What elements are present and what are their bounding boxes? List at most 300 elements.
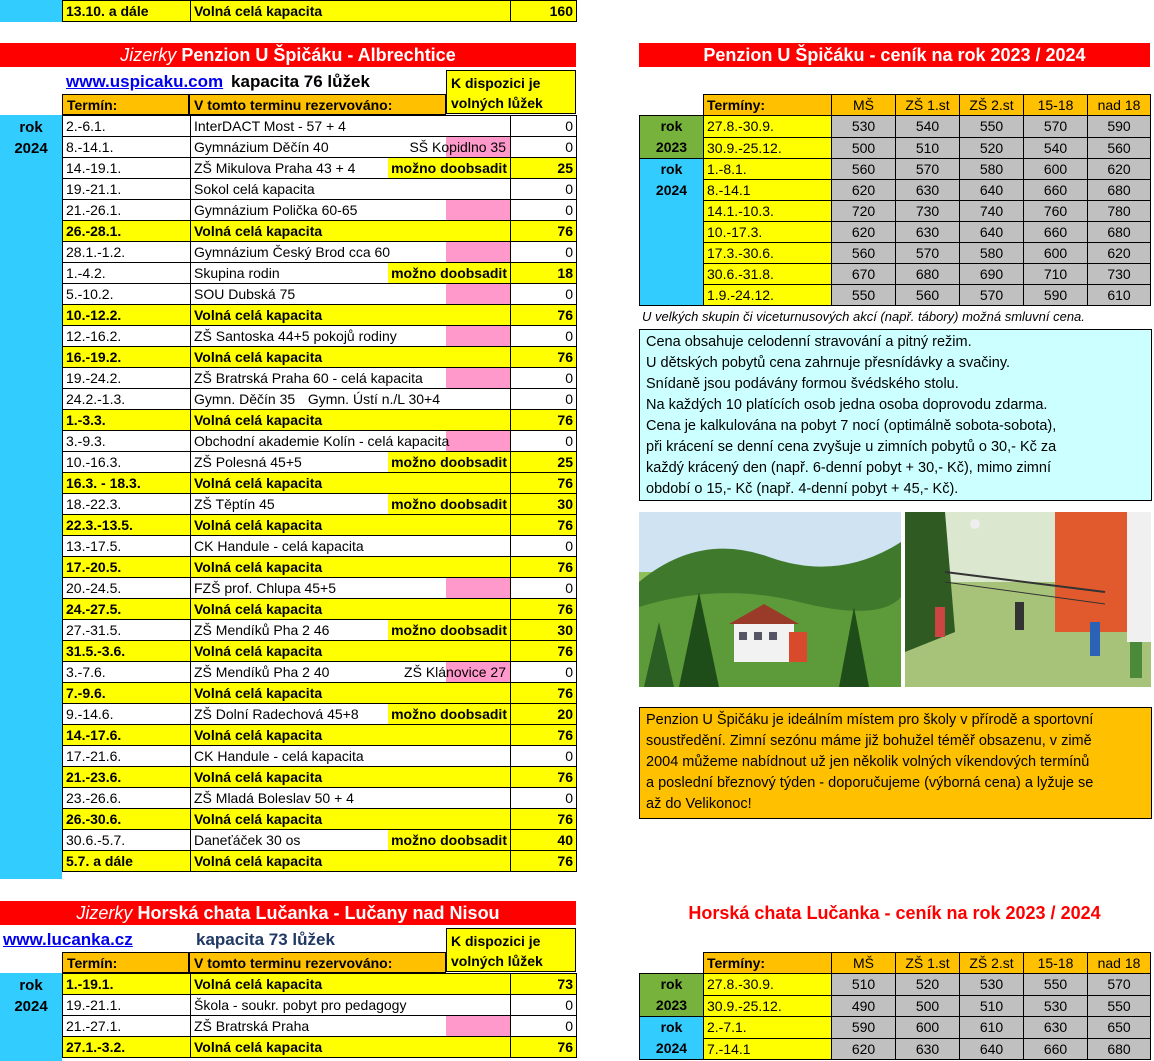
price-value: 760 [1024,201,1088,222]
booking-text [191,431,511,452]
booking-value: 25 [511,158,577,179]
info-line: U dětských pobytů cena zahrnuje přesnídávky a svačiny. [646,355,1011,371]
booking-value: 0 [511,389,577,410]
pension1-col-term: Termín: [62,94,189,115]
info-line: Penzion U Špičáku je ideálním místem pro školy v přírodě a sportovní [646,712,1094,728]
table-row [63,704,577,725]
pension2-region: Jizerky [76,903,133,923]
booking-value: 0 [511,368,577,389]
table-row [63,389,577,410]
booking-value: 76 [511,557,577,578]
booking-value: 76 [511,725,577,746]
table-row [63,662,577,683]
booking-tag: možno doobsadit [388,830,510,850]
price-header-blank [640,95,704,116]
table-row [63,452,577,473]
info-line: 2004 můžeme nabídnout už jen několik volných víkendových termínů [646,754,1090,770]
price-value: 590 [1024,285,1088,306]
price1-note: U velkých skupin či viceturnusových akcí (např. tábory) možná smluvní cena. [642,309,1085,324]
booking-text-label: Sokol celá kapacita [194,181,315,197]
table-row [63,284,577,305]
price-header-cell: 15-18 [1024,95,1088,116]
booking-value: 18 [511,263,577,284]
price2-table [639,952,1151,1060]
booking-term: 21.-23.6. [63,767,191,788]
price-value: 530 [1024,995,1088,1017]
booking-term: 16.-19.2. [63,347,191,368]
booking-term: 17.-20.5. [63,557,191,578]
booking-text [191,704,511,725]
table-row [63,263,577,284]
booking-text-label: ZŠ Bratrská Praha [194,1018,310,1034]
booking-term: 12.-16.2. [63,326,191,347]
price-value: 600 [1024,243,1088,264]
booking-text-label: Daneťáček 30 os [194,832,301,848]
price-year-label: rok [660,161,683,177]
price-row [640,1017,1151,1039]
price-value: 640 [960,222,1024,243]
price-row [640,974,1151,996]
price-term: 10.-17.3. [704,222,832,243]
booking-term: 14.-19.1. [63,158,191,179]
booking-text-label: Volná celá kapacita [194,685,323,701]
booking-text [191,974,511,995]
booking-term: 26.-30.6. [63,809,191,830]
booking-text-label: Volná celá kapacita [194,601,323,617]
price2-title-bar [639,901,1150,925]
price-year-label: rok [660,118,683,134]
price-value: 630 [896,222,960,243]
price-value: 570 [1088,974,1151,996]
booking-text-label: ZŠ Mladá Boleslav 50 + 4 [194,790,354,806]
table-row [63,137,577,158]
booking-text [191,683,511,704]
booking-text [191,599,511,620]
booking-text [191,158,511,179]
price-year-label: rok [660,976,683,992]
price-value: 680 [896,264,960,285]
booking-text-label: ZŠ Santoska 44+5 pokojů rodiny [194,328,397,344]
booking-text-label: ZŠ Polesná 45+5 [194,454,302,470]
booking-term: 13.-17.5. [63,536,191,557]
info-line: každý krácený den (např. 6-denní pobyt + 30,- Kč), mimo zimní [646,460,1051,476]
booking-text [191,536,511,557]
booking-text-label: FZŠ prof. Chlupa 45+5 [194,580,337,596]
pension1-url-row [66,70,446,94]
booking-text-label: ZŠ Těptín 45 [194,496,275,512]
booking-value: 76 [511,851,577,872]
table-row [63,347,577,368]
booking-term: 8.-14.1. [63,137,191,158]
table-row [63,1037,577,1058]
booking-value: 76 [511,641,577,662]
booking-text [191,662,511,683]
table-row [63,557,577,578]
price-value: 530 [960,974,1024,996]
price-value: 540 [1024,137,1088,159]
pension1-booking-table [62,115,577,872]
booking-text-label: CK Handule - celá kapacita [194,538,364,554]
price-term: 27.8.-30.9. [704,974,832,996]
booking-text [191,1037,511,1058]
top-row-table [62,0,577,22]
booking-term: 19.-21.1. [63,179,191,200]
booking-text-label: Volná celá kapacita [194,727,323,743]
pension2-title-bar [0,901,576,925]
pension2-year-label: rok [19,977,43,994]
booking-text [191,347,511,368]
booking-text-label: Gymnázium Český Brod cca 60 [194,244,391,260]
info-line: při krácení se denní cena zvyšuje u zimních pobytů o 30,- Kč za [646,439,1057,455]
booking-text-label: Volná celá kapacita [194,769,323,785]
booking-value: 30 [511,620,577,641]
top-row-term: 13.10. a dále [63,1,191,22]
pension2-url-link[interactable]: www.lucanka.cz [3,930,133,949]
price-value: 620 [1088,243,1151,264]
table-row [63,158,577,179]
table-row [63,494,577,515]
booking-value: 76 [511,473,577,494]
price-value: 630 [1024,1017,1088,1039]
booking-text [191,578,511,599]
booking-text-label: ZŠ Bratrská Praha 60 - celá kapacita [194,370,423,386]
price-term: 30.9.-25.12. [704,137,832,159]
booking-term: 24.-27.5. [63,599,191,620]
price-header-blank [640,953,704,974]
price-value: 490 [832,995,896,1017]
price-header-cell: MŠ [832,953,896,974]
price-year-cell [640,159,704,306]
price-value: 520 [896,974,960,996]
booking-value: 0 [511,788,577,809]
booking-pink-marker [446,578,510,598]
booking-term: 14.-17.6. [63,725,191,746]
price-value: 550 [960,116,1024,138]
booking-value: 0 [511,242,577,263]
booking-term: 1.-3.3. [63,410,191,431]
price-value: 590 [832,1017,896,1039]
booking-term: 21.-27.1. [63,1016,191,1037]
booking-text [191,725,511,746]
booking-value: 76 [511,305,577,326]
price-header-row [640,95,1151,116]
price-term: 30.9.-25.12. [704,995,832,1017]
booking-text-label: ZŠ Mendíků Pha 2 46 [194,622,330,638]
price-year: 2023 [655,997,688,1013]
booking-text [191,263,511,284]
price-row [640,264,1151,285]
price-header-cell: nad 18 [1088,953,1151,974]
booking-value: 0 [511,116,577,137]
price-header-cell: ZŠ 2.st [960,953,1024,974]
booking-pink-marker [446,200,510,220]
price-value: 710 [1024,264,1088,285]
table-row [63,683,577,704]
booking-value: 0 [511,578,577,599]
price-value: 540 [896,116,960,138]
booking-pink-marker [446,326,510,346]
booking-term: 9.-14.6. [63,704,191,725]
booking-text-label: Volná celá kapacita [194,976,323,992]
price-value: 530 [832,116,896,138]
pension1-year-label: rok [19,119,43,136]
info-line: Cena je kalkulována na pobyt 7 nocí (optimálně sobota-sobota), [646,418,1057,434]
booking-value: 0 [511,536,577,557]
booking-value: 40 [511,830,577,851]
booking-text [191,368,511,389]
booking-text-label: ZŠ Mendíků Pha 2 40 [194,664,330,680]
price1-table [639,94,1151,306]
top-row [63,1,577,22]
booking-value: 0 [511,284,577,305]
price-value: 600 [896,1017,960,1039]
booking-text-label: CK Handule - celá kapacita [194,748,364,764]
price-value: 730 [896,201,960,222]
booking-value: 30 [511,494,577,515]
pension1-avail-header [446,70,576,114]
booking-term: 3.-9.3. [63,431,191,452]
pension2-title: Horská chata Lučanka - Lučany nad Nisou [137,903,500,923]
price-term: 1.-8.1. [704,159,832,180]
price-header-cell: 15-18 [1024,953,1088,974]
booking-extra: SŠ Kopidlno 35 [409,139,506,155]
pension1-region: Jizerky [120,45,177,65]
booking-value: 0 [511,179,577,200]
price-year: 2024 [655,182,688,198]
top-row-year-cell [0,0,62,22]
booking-text [191,326,511,347]
booking-text-label: Volná celá kapacita [194,559,323,575]
booking-text [191,641,511,662]
price-term: 1.9.-24.12. [704,285,832,306]
table-row [63,809,577,830]
booking-text [191,494,511,515]
price-value: 570 [896,159,960,180]
pension-photo-landscape [639,512,901,687]
booking-tag: možno doobsadit [388,452,510,472]
price-value: 630 [896,180,960,201]
pension1-capacity: kapacita 76 lůžek [231,72,370,91]
booking-term: 10.-16.3. [63,452,191,473]
booking-text [191,830,511,851]
price-value: 610 [960,1017,1024,1039]
booking-value: 0 [511,662,577,683]
table-row [63,473,577,494]
booking-text-label: Volná celá kapacita [194,475,323,491]
booking-term: 2.-6.1. [63,116,191,137]
booking-text [191,809,511,830]
table-row [63,578,577,599]
pension2-year-cell [0,973,62,1061]
booking-term: 3.-7.6. [63,662,191,683]
table-row [63,974,577,995]
price-value: 720 [832,201,896,222]
booking-value: 76 [511,599,577,620]
price-value: 550 [832,285,896,306]
price-value: 620 [832,180,896,201]
booking-term: 19.-24.2. [63,368,191,389]
price-term: 7.-14.1 [704,1038,832,1060]
booking-term: 26.-28.1. [63,221,191,242]
price-value: 510 [896,137,960,159]
booking-text-label: SOU Dubská 75 [194,286,296,302]
table-row [63,830,577,851]
booking-value: 0 [511,431,577,452]
booking-text [191,473,511,494]
price-value: 550 [1088,995,1151,1017]
price-value: 660 [1024,1038,1088,1060]
info-line: a poslední březnový týden - doporučujeme (výborná cena) a lyžuje se [646,775,1094,791]
pension1-url-link[interactable]: www.uspicaku.com [66,72,224,91]
booking-value: 76 [511,515,577,536]
booking-text [191,221,511,242]
booking-pink-marker [446,368,510,388]
table-row [63,995,577,1016]
booking-value: 25 [511,452,577,473]
booking-value: 0 [511,746,577,767]
table-row [63,851,577,872]
booking-text [191,284,511,305]
table-row [63,599,577,620]
table-row [63,305,577,326]
booking-pink-marker [446,431,510,451]
table-row [63,410,577,431]
booking-term: 10.-12.2. [63,305,191,326]
pension1-avail-header-line1: K dispozici je [451,75,541,91]
booking-text [191,389,511,410]
top-row-text: Volná celá kapacita [191,1,511,22]
pension2-avail-header [446,928,576,972]
booking-term: 27.1.-3.2. [63,1037,191,1058]
booking-term: 27.-31.5. [63,620,191,641]
price-year: 2024 [655,1040,688,1056]
price-row [640,995,1151,1017]
booking-tag: možno doobsadit [388,494,510,514]
price2-title: Horská chata Lučanka - ceník na rok 2023 / 2024 [688,903,1101,923]
booking-tag: možno doobsadit [388,620,510,640]
pension1-year: 2024 [14,140,48,157]
price1-title: Penzion U Špičáku - ceník na rok 2023 / 2024 [703,45,1086,65]
booking-text [191,200,511,221]
price-value: 680 [1088,1038,1151,1060]
info-line: Snídaně jsou podávány formou švédského stolu. [646,376,959,392]
price-term: 27.8.-30.9. [704,116,832,138]
booking-text [191,242,511,263]
booking-tag: možno doobsadit [388,158,510,178]
booking-value: 0 [511,995,577,1016]
booking-text-label: Skupina rodin [194,265,280,281]
price-value: 570 [896,243,960,264]
booking-text [191,767,511,788]
price-value: 680 [1088,180,1151,201]
price-value: 650 [1088,1017,1151,1039]
pension1-col-reserved: V tomto terminu rezervováno: [189,94,446,115]
price-header-cell: ZŠ 2.st [960,95,1024,116]
info-line: Cena obsahuje celodenní stravování a pitný režim. [646,334,972,350]
booking-text [191,137,511,158]
price-term: 17.3.-30.6. [704,243,832,264]
info-line: Na každých 10 platících osob jedna osoba doprovodu zdarma. [646,397,1048,413]
price-header-row [640,953,1151,974]
price-header-cell: ZŠ 1.st [896,953,960,974]
booking-text [191,515,511,536]
booking-term: 24.2.-1.3. [63,389,191,410]
booking-value: 76 [511,767,577,788]
booking-text [191,452,511,473]
pension2-avail-header-line2: volných lůžek [451,953,543,969]
price-header-cell: Termíny: [704,95,832,116]
booking-pink-marker [446,242,510,262]
price-row [640,222,1151,243]
booking-extra: ZŠ Klánovice 27 [404,664,506,680]
price-value: 570 [1024,116,1088,138]
table-row [63,179,577,200]
price-value: 620 [1088,159,1151,180]
booking-text-label: Obchodní akademie Kolín - celá kapacita [194,433,450,449]
booking-value: 0 [511,200,577,221]
price-term: 30.6.-31.8. [704,264,832,285]
price-value: 730 [1088,264,1151,285]
price-row [640,243,1151,264]
table-row [63,242,577,263]
booking-text-label: Volná celá kapacita [194,643,323,659]
price-value: 550 [1024,974,1088,996]
booking-term: 5.7. a dále [63,851,191,872]
pension1-avail-header-line2: volných lůžek [451,95,543,111]
table-row [63,1016,577,1037]
booking-text [191,620,511,641]
top-row-value: 160 [511,1,577,22]
price1-title-bar [639,43,1150,67]
pension1-year-cell [0,115,62,879]
table-row [63,368,577,389]
booking-text [191,746,511,767]
booking-text [191,557,511,578]
table-row [63,200,577,221]
booking-text-label: Volná celá kapacita [194,349,323,365]
info-line: období o 15,- Kč (např. 4-denní pobyt + 45,- Kč). [646,481,959,497]
booking-term: 16.3. - 18.3. [63,473,191,494]
booking-text-label: Volná celá kapacita [194,517,323,533]
price-term: 2.-7.1. [704,1017,832,1039]
price-value: 500 [832,137,896,159]
booking-text-label: Gymn. Děčín 35 [194,391,296,407]
booking-text [191,116,511,137]
booking-tag: možno doobsadit [388,704,510,724]
price-value: 640 [960,1038,1024,1060]
booking-value: 20 [511,704,577,725]
booking-value: 76 [511,347,577,368]
price-value: 520 [960,137,1024,159]
price-row [640,285,1151,306]
pension2-capacity: kapacita 73 lůžek [196,930,335,949]
booking-text-label: Škola - soukr. pobyt pro pedagogy [194,997,407,1013]
table-row [63,536,577,557]
booking-term: 31.5.-3.6. [63,641,191,662]
price-header-cell: Termíny: [704,953,832,974]
booking-text-label: Gymnázium Polička 60-65 [194,202,358,218]
table-row [63,767,577,788]
booking-text-label: Volná celá kapacita [194,412,323,428]
price-value: 560 [832,159,896,180]
table-row [63,620,577,641]
price-value: 590 [1088,116,1151,138]
price-row [640,180,1151,201]
price-row [640,116,1151,138]
info-line: soustředění. Zimní sezónu máme již bohužel téměř obsazenu, v zimě [646,733,1092,749]
booking-value: 0 [511,326,577,347]
booking-term: 20.-24.5. [63,578,191,599]
